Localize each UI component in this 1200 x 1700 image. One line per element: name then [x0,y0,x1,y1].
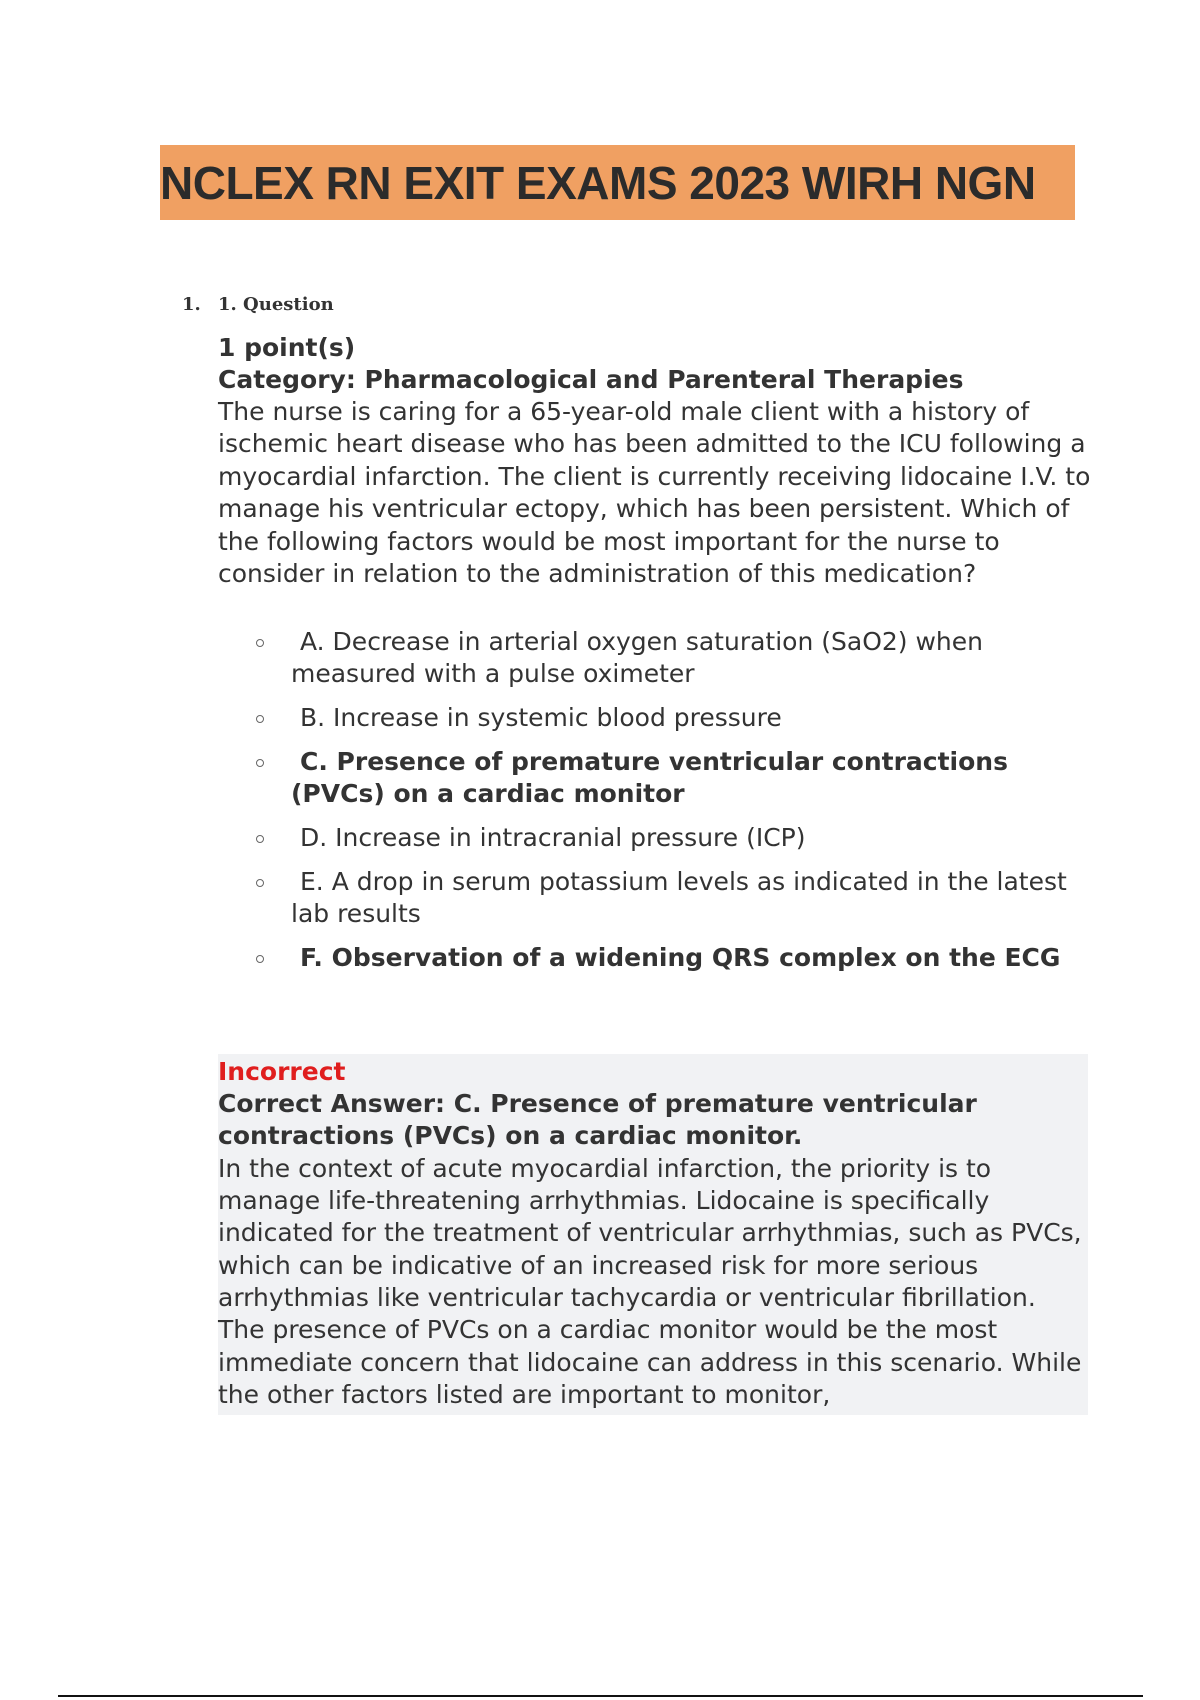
document-title: NCLEX RN EXIT EXAMS 2023 WIRH NGN [160,156,1036,209]
answer-option-text: E. A drop in serum potassium levels as indicated in the latest lab results [291,867,1067,929]
correct-answer: Correct Answer: C. Presence of premature ventricular contractions (PVCs) on a cardiac monitor. [218,1089,977,1151]
footer-divider [58,1695,1143,1697]
answer-options [218,626,1098,974]
radio-circle-icon[interactable] [256,715,264,723]
answer-option-e[interactable] [218,866,1098,930]
answer-option-a[interactable] [218,626,1098,690]
answer-option-text: C. Presence of premature ventricular contractions (PVCs) on a cardiac monitor [291,747,1008,809]
radio-circle-icon[interactable] [256,759,264,767]
question-body [218,332,1098,986]
radio-circle-icon[interactable] [256,835,264,843]
answer-option-text: A. Decrease in arterial oxygen saturation (SaO2) when measured with a pulse oximeter [291,627,983,689]
answer-option-f[interactable] [218,942,1098,974]
answer-option-text: D. Increase in intracranial pressure (ICP) [300,823,806,853]
answer-option-d[interactable] [218,822,1098,854]
question-heading [182,294,334,315]
answer-option-text: F. Observation of a widening QRS complex on the ECG [300,943,1061,973]
question-label: 1. Question [218,294,334,315]
feedback-status: Incorrect [218,1057,346,1086]
answer-feedback [218,1054,1088,1415]
radio-circle-icon[interactable] [256,639,264,647]
title-banner [160,145,1075,220]
question-stem: The nurse is caring for a 65-year-old male client with a history of ischemic heart disease who has been admitted to the ICU following a myocardial infarction. The client is currently receiving lidocaine I.V. to manage his ventricular ectopy, which has been persistent. Which of the following factors would be most important for the nurse to consider in relation to the administration of this medication? [218,397,1091,589]
radio-circle-icon[interactable] [256,879,264,887]
question-points: 1 point(s) [218,333,356,362]
answer-option-b[interactable] [218,702,1098,734]
rationale-text: In the context of acute myocardial infarction, the priority is to manage life-threatening arrhythmias. Lidocaine is specifically indicated for the treatment of ventricular arrhythmias, such as PVCs, which can be indicative of an increased risk for more serious arrhythmias like ventricular tachycardia or ventricular fibrillation. The presence of PVCs on a cardiac monitor would be the most immediate concern that lidocaine can address in this scenario. While the other factors listed are important to monitor, [218,1153,1082,1409]
answer-option-c[interactable] [218,746,1098,810]
answer-option-text: B. Increase in systemic blood pressure [300,703,782,733]
question-list-number: 1. [182,294,201,315]
radio-circle-icon[interactable] [256,955,264,963]
question-category: Category: Pharmacological and Parenteral Therapies [218,365,964,394]
